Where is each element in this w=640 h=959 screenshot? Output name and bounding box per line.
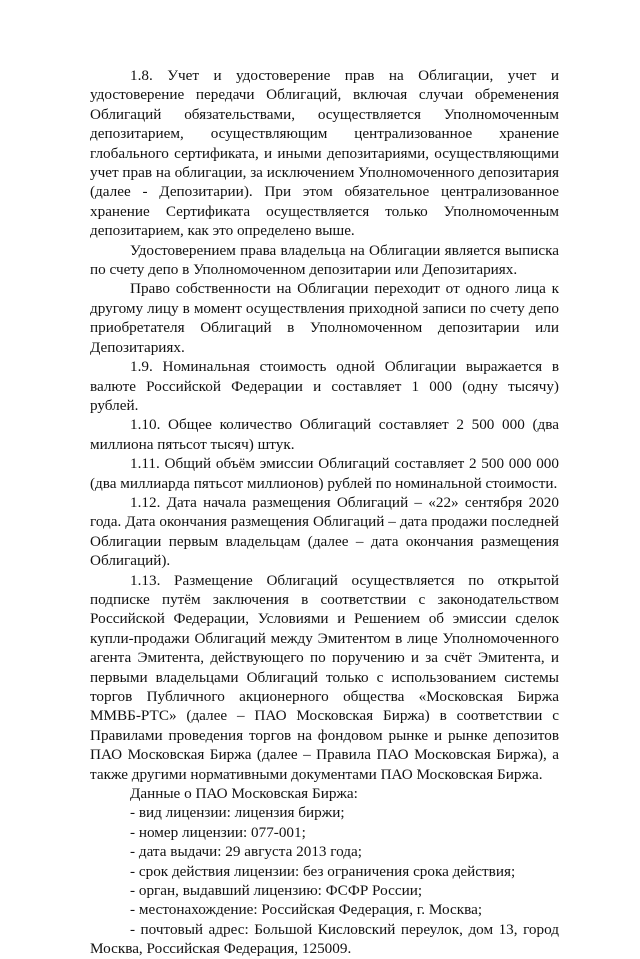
list-item-license-term: - срок действия лицензии: без ограничения срока действия;	[130, 862, 516, 880]
document-page	[90, 66, 559, 959]
paragraph-1-11: 1.11. Общий объём эмиссии Облигаций составляет 2 500 000 000 (два миллиарда пятьсот миллионов) рублей по номинальной стоимости.	[90, 455, 559, 492]
list-item-issuing-authority: - орган, выдавший лицензию: ФСФР России;	[130, 882, 423, 900]
paragraph-1-10: 1.10. Общее количество Облигаций составляет 2 500 000 (два миллиона пятьсот тысяч) штук.	[90, 416, 559, 453]
list-item-location: - местонахождение: Российская Федерация, г. Москва;	[130, 901, 483, 919]
list-item-license-number: - номер лицензии: 077-001;	[130, 823, 306, 841]
paragraph-1-13: 1.13. Размещение Облигаций осуществляется по открытой подписке путём заключения в соответствии с законодательством Российской Федерации, Условиями и Решением об эмиссии сделок купли-продажи Облигаций между Эмитентом в лице Уполномоченного агента Эмитента, действующего по поручению и за счёт Эмитента, и первыми владельцами Облигаций только с использованием системы торгов Публичного акционерного общества «Московская Биржа ММВБ-РТС» (далее – ПАО Московская Биржа) в соответствии с Правилами проведения торгов на фондовом рынке и рынке депозитов ПАО Московская Биржа (далее – Правила ПАО Московская Биржа), а также другими нормативными документами ПАО Московская Биржа.	[90, 571, 559, 783]
paragraph-ownership-transfer: Право собственности на Облигации переходит от одного лица к другому лицу в момент осуществления приходной записи по счету депо приобретателя Облигаций в Уполномоченном депозитарии или Депозитариях.	[90, 280, 559, 356]
list-item-issue-date: - дата выдачи: 29 августа 2013 года;	[130, 843, 362, 861]
list-item-license-type: - вид лицензии: лицензия биржи;	[130, 804, 345, 822]
paragraph-rights-certification: Удостоверением права владельца на Облигации является выписка по счету депо в Уполномоченном депозитарии или Депозитариях.	[90, 241, 559, 279]
paragraph-1-9: 1.9. Номинальная стоимость одной Облигации выражается в валюте Российской Федерации и составляет 1 000 (одну тысячу) рублей.	[90, 358, 559, 414]
paragraph-1-12: 1.12. Дата начала размещения Облигаций – «22» сентября 2020 года. Дата окончания размещения Облигаций – дата продажи последней Облигации первым владельцам (далее – дата окончания размещения Облигаций).	[90, 493, 559, 570]
paragraph-exchange-data-heading: Данные о ПАО Московская Биржа:	[130, 785, 358, 803]
paragraph-1-8: 1.8. Учет и удостоверение прав на Облигации, учет и удостоверение передачи Облигаций, включая случаи обременения Облигаций обязательствами, осуществляется Уполномоченным депозитарием, осуществляющим централизованное хранение глобального сертификата, и иными депозитариями, осуществляющими учет прав на облигации, за исключением Уполномоченного депозитария (далее - Депозитарии). При этом обязательное централизованное хранение Сертификата осуществляется только Уполномоченным депозитарием, как это определено выше.	[90, 67, 559, 240]
list-item-postal-address: - почтовый адрес: Большой Кисловский переулок, дом 13, город Москва, Российская Федерация, 125009.	[90, 920, 559, 958]
